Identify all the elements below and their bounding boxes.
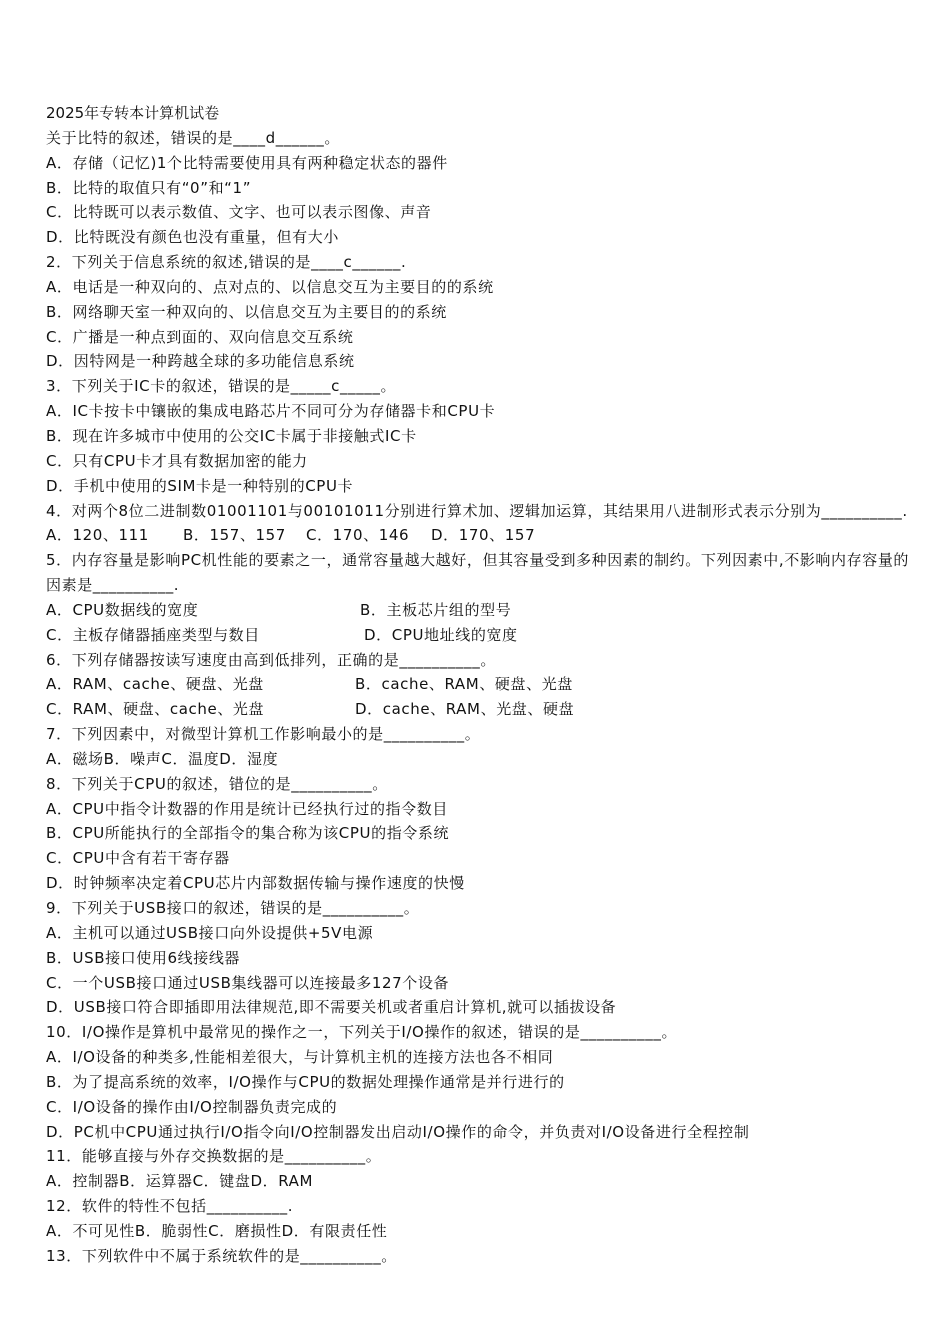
question-11-options — [46, 1169, 916, 1194]
question-1-stem: 关于比特的叙述，错误的是____d______。 — [46, 128, 340, 147]
question-7-options — [46, 747, 916, 772]
question-5-stem: 5．内存容量是影响PC机性能的要素之一，通常容量越大越好，但其容量受到多种因素的制约。下列因素中,不影响内存容量的因素是__________. — [46, 551, 910, 595]
question-6-option-a: A．RAM、cache、硬盘、光盘 — [46, 675, 264, 694]
question-4-option-a: A．120、111 — [46, 526, 149, 545]
question-4-option-b: B．157、157 — [183, 526, 286, 545]
question-9-option-a: A．主机可以通过USB接口向外设提供+5V电源 — [46, 923, 374, 942]
question-8-option-d: D．时钟频率决定着CPU芯片内部数据传输与操作速度的快慢 — [46, 874, 465, 893]
question-12-option-d: D．有限责任性 — [281, 1221, 388, 1240]
question-8-option-c: C．CPU中含有若干寄存器 — [46, 849, 230, 868]
question-6-option-row-2 — [46, 697, 916, 722]
question-3-option-c: C．只有CPU卡才具有数据加密的能力 — [46, 451, 308, 470]
question-2-option-c: C．广播是一种点到面的、双向信息交互系统 — [46, 327, 354, 346]
question-3-stem: 3．下列关于IC卡的叙述，错误的是_____c_____。 — [46, 377, 397, 396]
question-4-option-d: D．170、157 — [431, 526, 536, 545]
question-3-option-d: D．手机中使用的SIM卡是一种特别的CPU卡 — [46, 476, 354, 495]
question-4-stem: 4．对两个8位二进制数01001101与00101011分别进行算术加、逻辑加运算，其结果用八进制形式表示分别为__________. — [46, 501, 908, 520]
question-2-stem: 2．下列关于信息系统的叙述,错误的是____c______. — [46, 253, 407, 272]
question-2-option-b: B．网络聊天室一种双向的、以信息交互为主要目的的系统 — [46, 302, 447, 321]
question-9-option-c: C．一个USB接口通过USB集线器可以连接最多127个设备 — [46, 973, 450, 992]
question-8-option-a: A．CPU中指令计数器的作用是统计已经执行过的指令数目 — [46, 799, 448, 818]
question-6-option-row-1 — [46, 672, 916, 697]
question-5-option-row-2 — [46, 623, 916, 648]
question-8-option-b: B．CPU所能执行的全部指令的集合称为该CPU的指令系统 — [46, 824, 450, 843]
question-13-stem: 13．下列软件中不属于系统软件的是__________。 — [46, 1246, 397, 1265]
question-12-option-b: B．脆弱性 — [134, 1221, 209, 1240]
question-6-option-d: D．cache、RAM、光盘、硬盘 — [355, 700, 575, 719]
question-1-option-c: C．比特既可以表示数值、文字、也可以表示图像、声音 — [46, 203, 432, 222]
question-7-stem: 7．下列因素中，对微型计算机工作影响最小的是__________。 — [46, 725, 481, 744]
question-3-option-a: A．IC卡按卡中镶嵌的集成电路芯片不同可分为存储器卡和CPU卡 — [46, 402, 496, 421]
question-12-stem: 12．软件的特性不包括__________. — [46, 1197, 294, 1216]
question-1-option-d: D．比特既没有颜色也没有重量，但有大小 — [46, 228, 339, 247]
question-7-option-c: C．温度 — [161, 749, 220, 768]
question-7-option-b: B．噪声 — [103, 749, 162, 768]
question-11-option-b: B．运算器 — [119, 1172, 193, 1191]
question-1-option-b: B．比特的取值只有“0”和“1” — [46, 178, 252, 197]
question-6-stem: 6．下列存储器按读写速度由高到低排列，正确的是__________。 — [46, 650, 496, 669]
question-1-option-a: A．存储（记忆)1个比特需要使用具有两种稳定状态的器件 — [46, 153, 448, 172]
exam-document — [46, 101, 916, 1269]
question-10-option-a: A．I/O设备的种类多,性能相差很大，与计算机主机的连接方法也各不相同 — [46, 1048, 554, 1067]
question-9-stem: 9．下列关于USB接口的叙述，错误的是__________。 — [46, 899, 420, 917]
question-3-option-b: B．现在许多城市中使用的公交IC卡属于非接触式IC卡 — [46, 426, 417, 445]
question-5-option-d: D．CPU地址线的宽度 — [364, 625, 518, 644]
question-7-option-a: A．磁场 — [46, 749, 104, 768]
question-5-option-a: A．CPU数据线的宽度 — [46, 600, 199, 619]
question-4-option-c: C．170、146 — [306, 526, 410, 545]
question-5-option-b: B．主板芯片组的型号 — [360, 600, 512, 619]
question-6-option-b: B．cache、RAM、硬盘、光盘 — [355, 675, 573, 694]
question-11-option-a: A．控制器 — [46, 1172, 120, 1191]
question-6-option-c: C．RAM、硬盘、cache、光盘 — [46, 700, 265, 719]
question-11-stem: 11．能够直接与外存交换数据的是__________。 — [46, 1147, 382, 1166]
question-7-option-d: D．湿度 — [219, 749, 279, 768]
question-12-options — [46, 1219, 916, 1244]
document-title: 2025年专转本计算机试卷 — [46, 104, 220, 122]
question-4-options — [46, 523, 916, 548]
question-8-stem: 8．下列关于CPU的叙述，错位的是__________。 — [46, 774, 388, 793]
question-10-option-d: D．PC机中CPU通过执行I/O指令向I/O控制器发出启动I/O操作的命令，并负责对I/O设备进行全程控制 — [46, 1122, 750, 1141]
question-9-option-d: D．USB接口符合即插即用法律规范,即不需要关机或者重启计算机,就可以插拔设备 — [46, 998, 617, 1017]
question-12-option-a: A．不可见性 — [46, 1221, 135, 1240]
question-11-option-c: C．键盘 — [192, 1172, 251, 1191]
question-10-stem: 10．I/O操作是算机中最常见的操作之一，下列关于I/O操作的叙述，错误的是__________。 — [46, 1023, 678, 1042]
question-12-option-c: C．磨损性 — [208, 1221, 282, 1240]
question-10-option-b: B．为了提高系统的效率，I/O操作与CPU的数据处理操作通常是并行进行的 — [46, 1072, 565, 1091]
question-2-option-a: A．电话是一种双向的、点对点的、以信息交互为主要目的的系统 — [46, 277, 494, 296]
question-11-option-d: D．RAM — [250, 1172, 314, 1191]
question-9-option-b: B．USB接口使用6线接线器 — [46, 948, 241, 967]
question-10-option-c: C．I/O设备的操作由I/O控制器负责完成的 — [46, 1097, 338, 1116]
question-5-option-row-1 — [46, 598, 916, 623]
question-2-option-d: D．因特网是一种跨越全球的多功能信息系统 — [46, 352, 355, 371]
question-5-option-c: C．主板存储器插座类型与数目 — [46, 625, 260, 644]
